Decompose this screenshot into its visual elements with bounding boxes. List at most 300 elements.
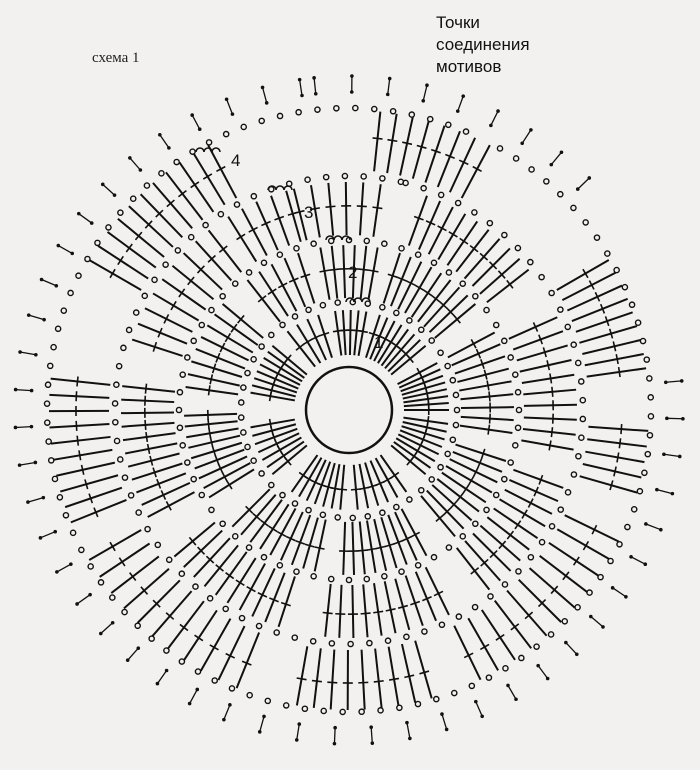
- stitch-line: [520, 360, 572, 372]
- chain-stitch: [622, 285, 627, 290]
- chain-stitch: [487, 221, 492, 226]
- stitch-line: [98, 246, 148, 279]
- stitch-line: [207, 325, 252, 352]
- stitch-line: [237, 633, 259, 689]
- join-point-tip: [30, 425, 34, 429]
- chain-stitch: [113, 420, 118, 425]
- join-point-tip: [624, 595, 628, 599]
- chain-stitch: [608, 558, 613, 563]
- join-point-tip: [126, 658, 130, 662]
- chain-stitch: [164, 648, 169, 653]
- stitch-line: [122, 386, 175, 392]
- chain-stitch: [306, 508, 311, 513]
- stitch-crossbar: [547, 360, 549, 370]
- stitch-crossbar: [613, 341, 615, 351]
- stitch-line: [461, 417, 514, 420]
- join-point-arrow: [371, 727, 372, 743]
- chain-stitch: [598, 575, 603, 580]
- stitch-crossbar: [226, 573, 234, 579]
- join-point-tip: [295, 738, 299, 742]
- stitch-line: [438, 214, 465, 260]
- stitch-line: [271, 196, 289, 246]
- join-point-tip: [40, 278, 44, 282]
- center-ring: [306, 367, 392, 453]
- chain-stitch: [223, 606, 228, 611]
- join-point-tip: [39, 536, 43, 540]
- stitch-crossbar: [209, 385, 210, 395]
- chain-stitch: [534, 644, 539, 649]
- stitch-line: [331, 650, 335, 710]
- join-point-tip: [198, 127, 202, 131]
- join-point-arrow: [407, 723, 410, 739]
- chain-stitch: [617, 542, 622, 547]
- chain-stitch: [335, 300, 340, 305]
- chain-stitch: [364, 576, 369, 581]
- chain-stitch: [175, 248, 180, 253]
- chain-stitch: [57, 495, 62, 500]
- join-point-arrow: [224, 705, 230, 720]
- join-point-tip: [549, 163, 553, 167]
- join-point-arrow: [101, 623, 113, 634]
- stitch-line: [194, 153, 225, 204]
- join-point-tip: [99, 632, 103, 636]
- stitch-line: [582, 340, 640, 354]
- stitch-crossbar: [82, 465, 84, 475]
- stitch-line: [186, 428, 238, 437]
- stitch-line: [404, 403, 449, 406]
- chain-stitch: [431, 260, 436, 265]
- chain-stitch: [407, 318, 412, 323]
- chain-stitch: [348, 641, 353, 646]
- chain-stitch: [145, 527, 150, 532]
- chain-stitch: [558, 307, 563, 312]
- stitch-crossbar: [231, 324, 237, 332]
- join-point-tip: [350, 90, 354, 94]
- stitch-line: [562, 273, 615, 300]
- join-point-arrow: [591, 617, 603, 627]
- stitch-line: [286, 191, 301, 242]
- join-point-tip: [655, 488, 659, 492]
- stitch-line: [188, 374, 240, 386]
- stitch-crossbar: [312, 681, 322, 682]
- chain-stitch: [245, 444, 250, 449]
- join-point-tip: [14, 426, 18, 430]
- chain-stitch: [76, 273, 81, 278]
- chain-stitch: [513, 372, 518, 377]
- stitch-line: [332, 246, 338, 299]
- stitch-crossbar: [367, 549, 377, 551]
- join-point-arrow: [551, 152, 561, 164]
- stitch-line: [132, 340, 182, 356]
- chain-stitch: [378, 708, 383, 713]
- join-point-tip: [665, 417, 669, 421]
- stitch-line: [184, 253, 222, 289]
- chain-stitch: [648, 395, 653, 400]
- stitch-line: [141, 194, 183, 237]
- chain-stitch: [453, 392, 458, 397]
- stitch-line: [460, 426, 512, 433]
- join-point-arrow: [160, 135, 169, 148]
- chain-stitch: [324, 175, 329, 180]
- chain-stitch: [365, 514, 370, 519]
- stitch-line: [524, 405, 577, 406]
- join-point-arrow: [442, 714, 447, 729]
- join-point-tip: [461, 94, 465, 98]
- chain-stitch: [167, 557, 172, 562]
- chain-stitch: [502, 582, 507, 587]
- stitch-line: [367, 521, 376, 573]
- stitch-crossbar: [374, 681, 384, 682]
- chain-stitch: [350, 515, 355, 520]
- chain-stitch: [98, 580, 103, 585]
- join-point-tip: [408, 737, 412, 741]
- chain-stitch: [48, 363, 53, 368]
- chain-stitch: [118, 457, 123, 462]
- stitch-line: [448, 333, 495, 358]
- chain-stitch: [51, 345, 56, 350]
- chain-stitch: [220, 294, 225, 299]
- join-point-arrow: [508, 685, 516, 699]
- stitch-line: [50, 424, 110, 427]
- chain-stitch: [311, 241, 316, 246]
- stitch-line: [450, 459, 498, 482]
- stitch-line: [580, 476, 638, 493]
- slip-stitch-arc: [334, 236, 342, 240]
- chain-stitch: [502, 232, 507, 237]
- chain-stitch: [364, 238, 369, 243]
- chain-stitch: [185, 460, 190, 465]
- stitch-line: [465, 239, 500, 279]
- stitch-crossbar: [297, 678, 307, 680]
- chain-stitch: [469, 683, 474, 688]
- chain-stitch: [571, 472, 576, 477]
- join-point-tip: [489, 124, 493, 128]
- stitch-line: [180, 162, 214, 212]
- stitch-line: [587, 368, 646, 376]
- chain-stitch: [565, 490, 570, 495]
- chain-stitch: [193, 584, 198, 589]
- chain-stitch: [562, 619, 567, 624]
- chain-stitch: [539, 275, 544, 280]
- stitch-crossbar: [376, 546, 386, 548]
- stitch-line: [415, 641, 432, 699]
- stitch-crossbar: [614, 467, 616, 477]
- chain-stitch: [144, 183, 149, 188]
- stitch-crossbar: [619, 438, 620, 448]
- chain-stitch: [508, 355, 513, 360]
- stitch-crossbar: [118, 256, 123, 264]
- stitch-line: [402, 509, 427, 556]
- join-point-arrow: [260, 716, 264, 731]
- chain-stitch: [494, 492, 499, 497]
- chain-stitch: [176, 407, 181, 412]
- stitch-crossbar: [146, 432, 147, 442]
- stitch-line: [272, 264, 297, 311]
- chain-stitch: [529, 167, 534, 172]
- chain-stitch: [329, 238, 334, 243]
- join-point-arrow: [314, 78, 316, 94]
- join-point-tip: [195, 688, 199, 692]
- stitch-line: [557, 260, 609, 290]
- chain-stitch: [484, 507, 489, 512]
- join-point-arrow: [538, 666, 548, 679]
- join-point-tip: [369, 725, 373, 729]
- stitch-line: [111, 556, 159, 593]
- stitch-crossbar: [358, 550, 368, 551]
- chain-stitch: [149, 636, 154, 641]
- join-point-arrow: [20, 462, 36, 465]
- stitch-crossbar: [326, 206, 336, 207]
- join-point-arrow: [476, 702, 482, 717]
- chain-stitch: [191, 338, 196, 343]
- stitch-line: [138, 580, 180, 623]
- stitch-line: [523, 429, 576, 435]
- stitch-line: [457, 548, 490, 590]
- join-point-tip: [643, 562, 647, 566]
- stitch-line: [240, 564, 265, 611]
- join-point-tip: [70, 252, 74, 256]
- chain-stitch: [177, 425, 182, 430]
- stitch-crossbar: [404, 675, 414, 677]
- row-number-4: 4: [231, 151, 240, 170]
- stitch-crossbar: [619, 367, 620, 377]
- chain-stitch: [241, 430, 246, 435]
- join-point-arrow: [15, 427, 31, 428]
- join-point-tip: [167, 146, 171, 150]
- chain-stitch: [382, 241, 387, 246]
- join-point-tip: [30, 389, 34, 393]
- chain-stitch: [647, 433, 652, 438]
- join-point-tip: [27, 313, 31, 317]
- chain-stitch: [277, 252, 282, 257]
- chain-stitch: [206, 140, 211, 145]
- stitch-line: [473, 248, 510, 286]
- chain-stitch: [95, 240, 100, 245]
- chain-stitch: [445, 363, 450, 368]
- join-point-tip: [139, 168, 143, 172]
- stitch-crossbar: [402, 142, 412, 144]
- chain-stitch: [155, 542, 160, 547]
- stitch-line: [343, 245, 345, 298]
- chain-stitch: [629, 302, 634, 307]
- chain-stitch: [502, 477, 507, 482]
- chain-stitch: [45, 382, 50, 387]
- stitch-crossbar: [460, 238, 468, 244]
- stitch-line: [425, 126, 444, 183]
- stitch-line: [359, 312, 367, 356]
- stitch-line: [228, 217, 256, 262]
- chain-stitch: [438, 350, 443, 355]
- stitch-line: [247, 280, 280, 322]
- chain-stitch: [61, 308, 66, 313]
- stitch-crossbar: [373, 138, 383, 139]
- chain-stitch: [233, 534, 238, 539]
- chain-stitch: [49, 458, 54, 463]
- chain-stitch: [180, 372, 185, 377]
- stitch-line: [413, 121, 429, 179]
- chain-stitch: [335, 515, 340, 520]
- chain-stitch: [456, 614, 461, 619]
- chain-stitch: [516, 569, 521, 574]
- stitch-line: [361, 246, 367, 299]
- stitch-line: [426, 567, 449, 615]
- stitch-crossbar: [387, 140, 397, 142]
- stitch-line: [368, 248, 377, 300]
- stitch-crossbar: [148, 444, 150, 454]
- join-point-tip: [75, 602, 79, 606]
- chain-stitch: [416, 252, 421, 257]
- stitch-line: [201, 337, 249, 360]
- chain-stitch: [114, 382, 119, 387]
- join-point-tip: [474, 700, 478, 704]
- chain-stitch: [486, 675, 491, 680]
- chain-stitch: [68, 290, 73, 295]
- chain-stitch: [118, 210, 123, 215]
- chain-stitch: [209, 307, 214, 312]
- stitch-line: [216, 552, 247, 595]
- chain-stitch: [159, 171, 164, 176]
- join-point-tip: [629, 555, 633, 559]
- stitch-line: [325, 584, 331, 637]
- chain-stitch: [450, 378, 455, 383]
- chain-stitch: [549, 524, 554, 529]
- stitch-line: [374, 112, 380, 172]
- join-point-tip: [659, 528, 663, 532]
- chain-stitch: [359, 709, 364, 714]
- join-point-tip: [265, 101, 269, 105]
- chain-stitch: [460, 534, 465, 539]
- chain-stitch: [473, 521, 478, 526]
- chain-stitch: [645, 452, 650, 457]
- chain-stitch: [380, 510, 385, 515]
- chain-stitch: [558, 192, 563, 197]
- chain-stitch: [292, 635, 297, 640]
- chain-stitch: [251, 357, 256, 362]
- chain-stitch: [419, 327, 424, 332]
- stitch-crossbar: [552, 387, 553, 397]
- join-point-tip: [258, 730, 262, 734]
- chain-stitch: [209, 507, 214, 512]
- stitch-line: [51, 437, 111, 444]
- chain-stitch: [247, 693, 252, 698]
- join-point-tip: [333, 742, 337, 746]
- stitch-crossbar: [389, 678, 399, 680]
- join-point-arrow: [157, 670, 166, 683]
- stitch-line: [60, 475, 118, 491]
- chain-stitch: [391, 109, 396, 114]
- join-point-tip: [300, 94, 304, 98]
- chain-stitch: [241, 385, 246, 390]
- chain-stitch: [44, 401, 49, 406]
- chain-stitch: [549, 290, 554, 295]
- join-point-tip: [222, 718, 226, 722]
- stitch-line: [395, 579, 409, 630]
- chain-stitch: [513, 443, 518, 448]
- stitch-line: [461, 407, 514, 408]
- join-point-tip: [546, 677, 550, 681]
- stitch-line: [456, 230, 488, 272]
- stitch-crossbar: [372, 207, 382, 208]
- stitch-line: [384, 253, 400, 303]
- chain-stitch: [245, 370, 250, 375]
- chain-stitch: [439, 622, 444, 627]
- chain-stitch: [311, 574, 316, 579]
- stitch-crossbar: [373, 611, 383, 612]
- chain-stitch: [438, 465, 443, 470]
- stitch-line: [53, 450, 112, 460]
- join-point-tip: [188, 702, 192, 706]
- chain-stitch: [453, 422, 458, 427]
- stitch-line: [363, 584, 367, 637]
- chain-stitch: [129, 493, 134, 498]
- stitch-crossbar: [179, 289, 185, 297]
- stitch-crossbar: [323, 613, 333, 614]
- chain-stitch: [320, 303, 325, 308]
- chain-stitch: [516, 407, 521, 412]
- chain-stitch: [394, 310, 399, 315]
- stitch-line: [429, 207, 453, 254]
- join-point-tip: [88, 593, 92, 597]
- stitch-crossbar: [270, 419, 272, 429]
- chain-stitch: [251, 458, 256, 463]
- stitch-crossbar: [76, 421, 77, 431]
- join-point-tip: [536, 664, 540, 668]
- stitch-line: [523, 390, 576, 395]
- stitch-line: [320, 248, 329, 300]
- chain-stitch: [280, 493, 285, 498]
- chain-stitch: [429, 338, 434, 343]
- stitch-line: [517, 345, 568, 360]
- chain-stitch: [190, 149, 195, 154]
- chain-stitch: [246, 545, 251, 550]
- stitch-line: [465, 541, 500, 581]
- join-point-tip: [644, 522, 648, 526]
- chain-stitch: [419, 488, 424, 493]
- stitch-line: [121, 400, 174, 402]
- stitch-crossbar: [515, 521, 521, 529]
- stitch-line: [360, 182, 363, 235]
- stitch-crossbar: [357, 206, 367, 207]
- chain-stitch: [142, 293, 147, 298]
- stitch-line: [398, 262, 421, 310]
- chain-stitch: [515, 425, 520, 430]
- chain-stitch: [277, 113, 282, 118]
- stitch-line: [389, 647, 399, 706]
- chain-stitch: [407, 497, 412, 502]
- join-point-tip: [90, 221, 94, 225]
- chain-stitch: [429, 477, 434, 482]
- join-point-arrow: [77, 595, 90, 604]
- chain-stitch: [280, 322, 285, 327]
- join-point-tip: [425, 83, 429, 87]
- chain-stitch: [473, 294, 478, 299]
- chain-stitch: [46, 439, 51, 444]
- join-point-tip: [611, 586, 615, 590]
- chain-stitch: [497, 146, 502, 151]
- stitch-line: [388, 340, 420, 372]
- chain-stitch: [460, 281, 465, 286]
- chain-stitch: [571, 342, 576, 347]
- stitch-crossbar: [369, 270, 379, 272]
- chain-stitch: [329, 641, 334, 646]
- row-number-1: 1: [374, 333, 383, 352]
- join-point-tip: [370, 741, 374, 745]
- chain-stitch: [450, 437, 455, 442]
- chain-stitch: [647, 376, 652, 381]
- chain-stitch: [614, 267, 619, 272]
- join-point-tip: [560, 150, 564, 154]
- chain-stitch: [174, 159, 179, 164]
